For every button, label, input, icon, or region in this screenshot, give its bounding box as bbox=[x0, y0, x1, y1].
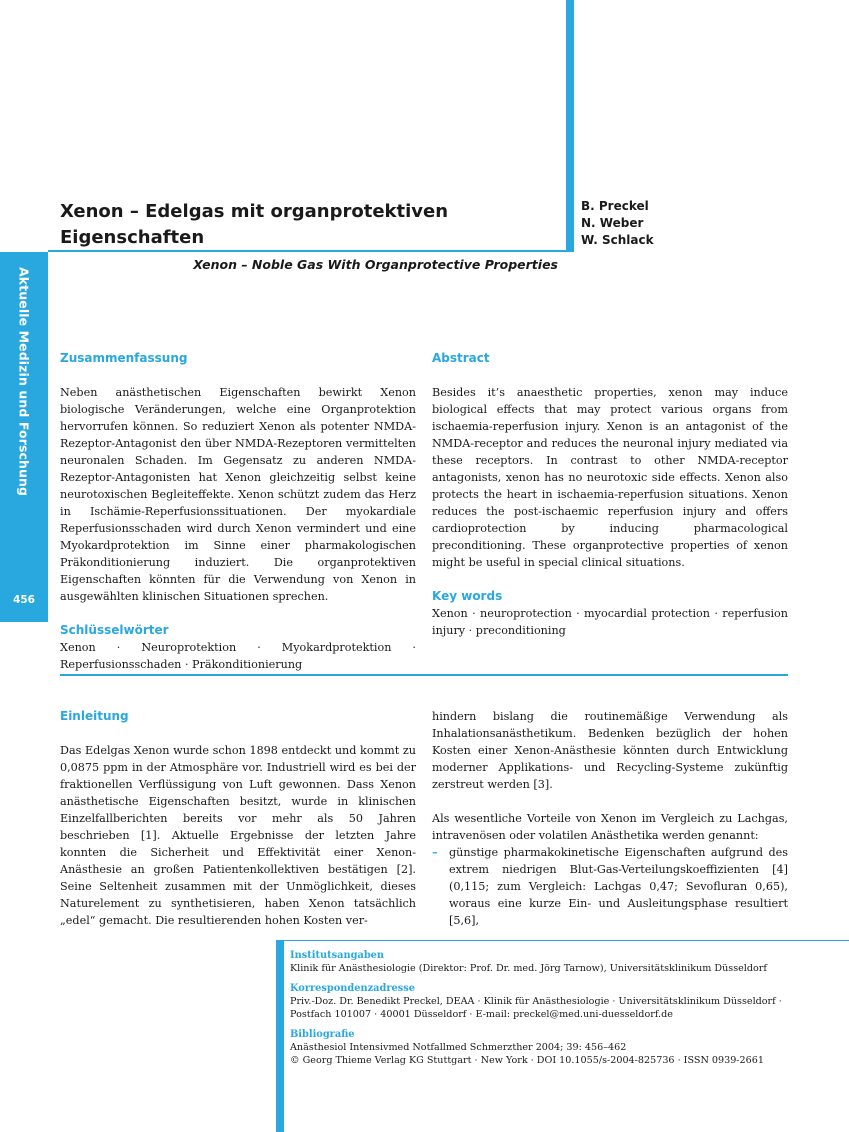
author: W. Schlack bbox=[581, 233, 654, 247]
introduction-right-column bbox=[432, 708, 788, 929]
summary-keywords-heading: Schlüsselwörter bbox=[60, 623, 169, 637]
introduction-left-column bbox=[60, 708, 416, 929]
institution-text: Klinik für Anästhesiologie (Direktor: Prof. Dr. med. Jörg Tarnow), Universitätsklinikum Düsseldorf bbox=[290, 963, 767, 974]
list-item-text: günstige pharmakokinetische Eigenschaften aufgrund des extrem niedrigen Blut-Gas-Verteilungskoeffizienten [4] (0,115; zum Vergleich: Lachgas 0,47; Sevofluran 0,65), woraus eine kurze Ein- und Ausleitungsphase resultiert [5,6], bbox=[449, 846, 788, 927]
info-box bbox=[290, 949, 830, 1067]
summary-text: Neben anästhetischen Eigenschaften bewirkt Xenon biologische Veränderungen, welche eine Organprotektion hervorrufen können. So reduziert Xenon als potenter NMDA-Rezeptor-Antagonist den über NMDA-Rezeptoren vermittelten neuronalen Schaden. Im Gegensatz zu anderen NMDA-Rezeptor-Antagonisten hat Xenon gleichzeitig selbst keine neurotoxischen Begleiteffekte. Xenon schützt zudem das Herz in Ischämie-Reperfusionssituationen. Der myokardiale Reperfusionsschaden wird durch Xenon vermindert und eine Myokardprotektion im Sinne einer pharmakologischen Präkonditionierung induziert. Die organprotektiven Eigenschaften könnten für die Verwendung von Xenon in ausgewählten klinischen Situationen sprechen. bbox=[60, 386, 416, 603]
section-side-label bbox=[0, 252, 48, 512]
introduction-paragraph-2: Als wesentliche Vorteile von Xenon im Vergleich zu Lachgas, intravenösen oder volatilen Anästhetika werden genannt: bbox=[432, 812, 788, 842]
author-list bbox=[581, 198, 654, 249]
english-title: Xenon – Noble Gas With Organprotective Properties bbox=[193, 257, 558, 272]
abstract-section bbox=[432, 350, 788, 639]
author: N. Weber bbox=[581, 216, 644, 230]
list-bullet-dash: – bbox=[432, 845, 438, 859]
advantages-list bbox=[432, 844, 788, 929]
bibliography-line: Anästhesiol Intensivmed Notfallmed Schmerzther 2004; 39: 456–462 bbox=[290, 1042, 627, 1053]
bibliography-heading: Bibliografie bbox=[290, 1029, 355, 1040]
abstract-heading: Abstract bbox=[432, 351, 490, 365]
introduction-paragraph-1-part-2: hindern bislang die routinemäßige Verwendung als Inhalationsanästhetikum. Bedenken bezüglich der hohen Kosten einer Xenon-Anästhesie könnten durch Entwicklung moderner Applikations- und Recycling-Systeme zukünftig zerstreut werden [3]. bbox=[432, 710, 788, 791]
institution-heading: Institutsangaben bbox=[290, 950, 385, 961]
bibliography-line: © Georg Thieme Verlag KG Stuttgart · New York · DOI 10.1055/s-2004-825736 · ISSN 0939-2661 bbox=[290, 1055, 764, 1066]
summary-section bbox=[60, 350, 416, 673]
correspondence-heading: Korrespondenzadresse bbox=[290, 983, 416, 994]
title-line-2: Eigenschaften bbox=[60, 227, 205, 248]
summary-heading: Zusammenfassung bbox=[60, 351, 188, 365]
introduction-heading: Einleitung bbox=[60, 709, 129, 723]
introduction-paragraph-1-part-1: Das Edelgas Xenon wurde schon 1898 entdeckt und kommt zu 0,0875 ppm in der Atmosphäre vor. Industriell wird es bei der fraktionellen Verflüssigung von Luft gewonnen. Dass Xenon anästhetische Eigenschaften besitzt, wurde in klinischen Einzelfallberichten bereits vor mehr als 50 Jahren beschrieben [1]. Aktuelle Ergebnisse der letzten Jahre konnten die Sicherheit und Effektivität einer Xenon-Anästhesie an großen Patientenkollektiven bestätigen [2]. Seine Seltenheit zusammen mit der Unmöglichkeit, dieses Naturelement zu synthetisieren, haben Xenon tatsächlich „edel“ gemacht. Die resultierenden hohen Kosten ver- bbox=[60, 744, 416, 927]
info-box-bar bbox=[276, 940, 284, 1132]
title-line-1: Xenon – Edelgas mit organprotektiven bbox=[60, 201, 449, 222]
top-accent-bar bbox=[566, 0, 574, 252]
page-number: 456 bbox=[13, 594, 35, 606]
info-box-rule bbox=[276, 940, 849, 941]
author: B. Preckel bbox=[581, 199, 649, 213]
section-divider bbox=[60, 674, 788, 676]
abstract-text: Besides it’s anaesthetic properties, xenon may induce biological effects that may protect various organs from ischaemia-reperfusion injury. Xenon is an antagonist of the NMDA-receptor and reduces the neuronal injury mediated via these receptors. In contrast to other NMDA-receptor antagonists, xenon has no neurotoxic side effects. Xenon also protects the heart in ischaemia-reperfusion situations. Xenon reduces the post-ischaemic reperfusion injury and offers cardioprotection by inducing pharmacological preconditioning. These organprotective properties of xenon might be useful in special clinical situations. bbox=[432, 386, 788, 569]
summary-keywords: Xenon · Neuroprotektion · Myokardprotektion · Reperfusionsschaden · Präkonditionierung bbox=[60, 641, 416, 671]
abstract-keywords-heading: Key words bbox=[432, 589, 503, 603]
section-label-text: Aktuelle Medizin und Forschung bbox=[16, 267, 32, 497]
article-title bbox=[60, 199, 480, 251]
abstract-keywords: Xenon · neuroprotection · myocardial protection · reperfusion injury · preconditioning bbox=[432, 607, 788, 637]
list-item bbox=[432, 844, 788, 929]
correspondence-line: Priv.-Doz. Dr. Benedikt Preckel, DEAA · Klinik für Anästhesiologie · Universitätsklinikum Düsseldorf · bbox=[290, 996, 782, 1007]
correspondence-line: Postfach 101007 · 40001 Düsseldorf · E-mail: preckel@med.uni-duesseldorf.de bbox=[290, 1009, 673, 1020]
